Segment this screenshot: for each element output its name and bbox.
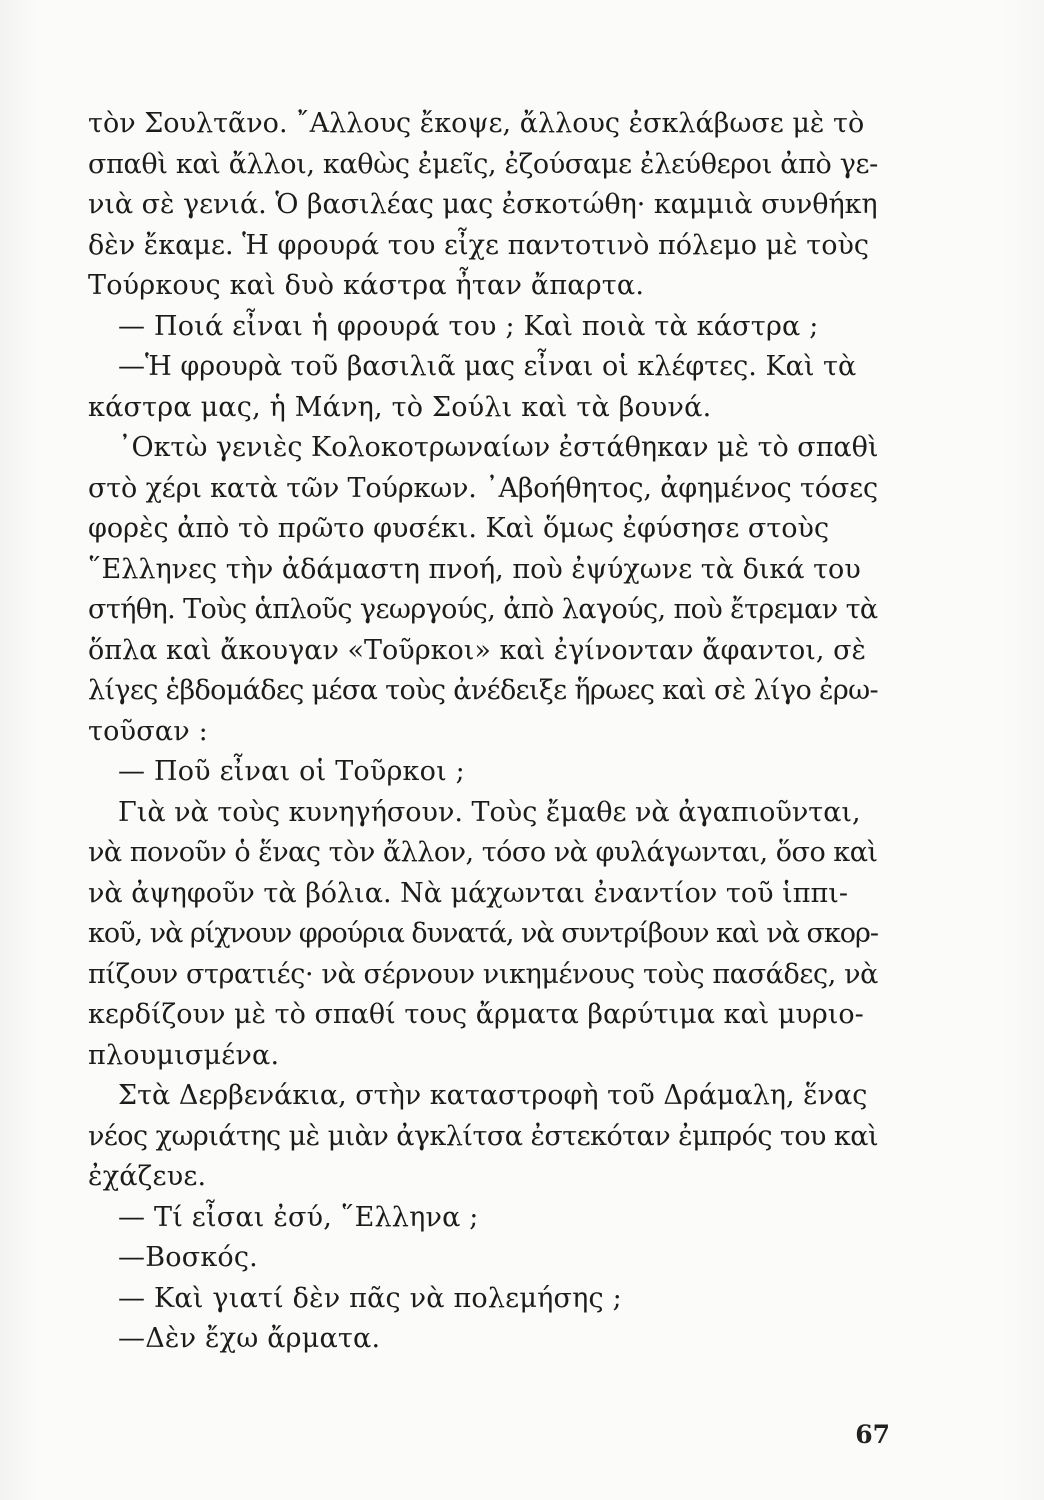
text-line: ὅπλα καὶ ἄκουγαν «Τοῦρκοι» καὶ ἐγίνονταν ἄφαντοι, σὲ <box>88 634 867 666</box>
text-line: Στὰ Δερβενάκια, στὴν καταστροφὴ τοῦ Δράμαλη, ἕνας <box>118 1080 868 1111</box>
text-line: — Καὶ γιατί δὲν πᾶς νὰ πολεμήσης ; <box>118 1282 622 1314</box>
text-line: —Βοσκός. <box>118 1242 258 1273</box>
text-line: — Ποῦ εἶναι οἱ Τοῦρκοι ; <box>118 756 465 787</box>
text-line: πίζουν στρατιές· νὰ σέρνουν νικημένους τοὺς πασάδες, νὰ <box>88 958 879 990</box>
text-line: φορὲς ἀπὸ τὸ πρῶτο φυσέκι. Καὶ ὅμως ἐφύσησε στοὺς <box>88 513 830 544</box>
text-line: σπαθὶ καὶ ἄλλοι, καθὼς ἐμεῖς, ἐζούσαμε ἐλεύθεροι ἀπὸ γε- <box>88 148 878 180</box>
text-line: νὰ ἀψηφοῦν τὰ βόλια. Νὰ μάχωνται ἐναντίον τοῦ ἱππι- <box>88 877 848 909</box>
text-line: —Δὲν ἔχω ἄρματα. <box>118 1323 381 1354</box>
text-line: Τούρκους καὶ δυὸ κάστρα ἦταν ἄπαρτα. <box>88 270 645 301</box>
text-line: τὸν Σουλτᾶνο. ῎Αλλους ἔκοψε, ἄλλους ἐσκλάβωσε μὲ τὸ <box>88 108 865 139</box>
text-line: κάστρα μας, ἡ Μάνη, τὸ Σούλι καὶ τὰ βουνά. <box>88 391 712 423</box>
text-line: — Τί εἶσαι ἐσύ, ῞Ελληνα ; <box>118 1201 479 1233</box>
text-line: —Ἡ φρουρὰ τοῦ βασιλιᾶ μας εἶναι οἱ κλέφτες. Καὶ τὰ <box>118 351 857 382</box>
text-line: νὰ πονοῦν ὁ ἕνας τὸν ἄλλον, τόσο νὰ φυλάγωνται, ὅσο καὶ <box>88 837 878 868</box>
text-line: ἐχάζευε. <box>88 1161 207 1192</box>
page-number: 67 <box>855 1420 890 1449</box>
body-text <box>88 104 888 1360</box>
text-line: στὸ χέρι κατὰ τῶν Τούρκων. ᾿Αβοήθητος, ἀφημένος τόσες <box>88 472 878 504</box>
text-line: λίγες ἑβδομάδες μέσα τοὺς ἀνέδειξε ἥρωες καὶ σὲ λίγο ἐρω- <box>88 675 878 706</box>
text-line: ῞Ελληνες τὴν ἀδάμαστη πνοή, ποὺ ἐψύχωνε τὰ δικά του <box>88 553 861 585</box>
text-line: πλουμισμένα. <box>88 1039 280 1071</box>
text-line: στήθη. Τοὺς ἁπλοῦς γεωργούς, ἀπὸ λαγούς, ποὺ ἔτρεμαν τὰ <box>88 594 878 625</box>
text-line: δὲν ἔκαμε. Ἡ φρουρά του εἶχε παντοτινὸ πόλεμο μὲ τοὺς <box>88 229 870 261</box>
text-line: τοῦσαν : <box>88 715 208 747</box>
text-line: — Ποιά εἶναι ἡ φρουρά του ; Καὶ ποιὰ τὰ κάστρα ; <box>118 310 819 342</box>
text-line: νιὰ σὲ γενιά. Ὁ βασιλέας μας ἐσκοτώθη· καμμιὰ συνθήκη <box>88 189 878 220</box>
text-line: νέος χωριάτης μὲ μιὰν ἀγκλίτσα ἐστεκόταν ἐμπρός του καὶ <box>88 1120 878 1152</box>
text-line: ᾿Οκτὼ γενιὲς Κολοκοτρωναίων ἐστάθηκαν μὲ τὸ σπαθὶ <box>118 432 879 463</box>
text-line: κερδίζουν μὲ τὸ σπαθί τους ἄρματα βαρύτιμα καὶ μυριο- <box>88 999 864 1030</box>
text-line: Γιὰ νὰ τοὺς κυνηγήσουν. Τοὺς ἔμαθε νὰ ἀγαπιοῦνται, <box>118 796 861 828</box>
text-line: κοῦ, νὰ ρίχνουν φρούρια δυνατά, νὰ συντρίβουν καὶ νὰ σκορ- <box>88 918 879 949</box>
